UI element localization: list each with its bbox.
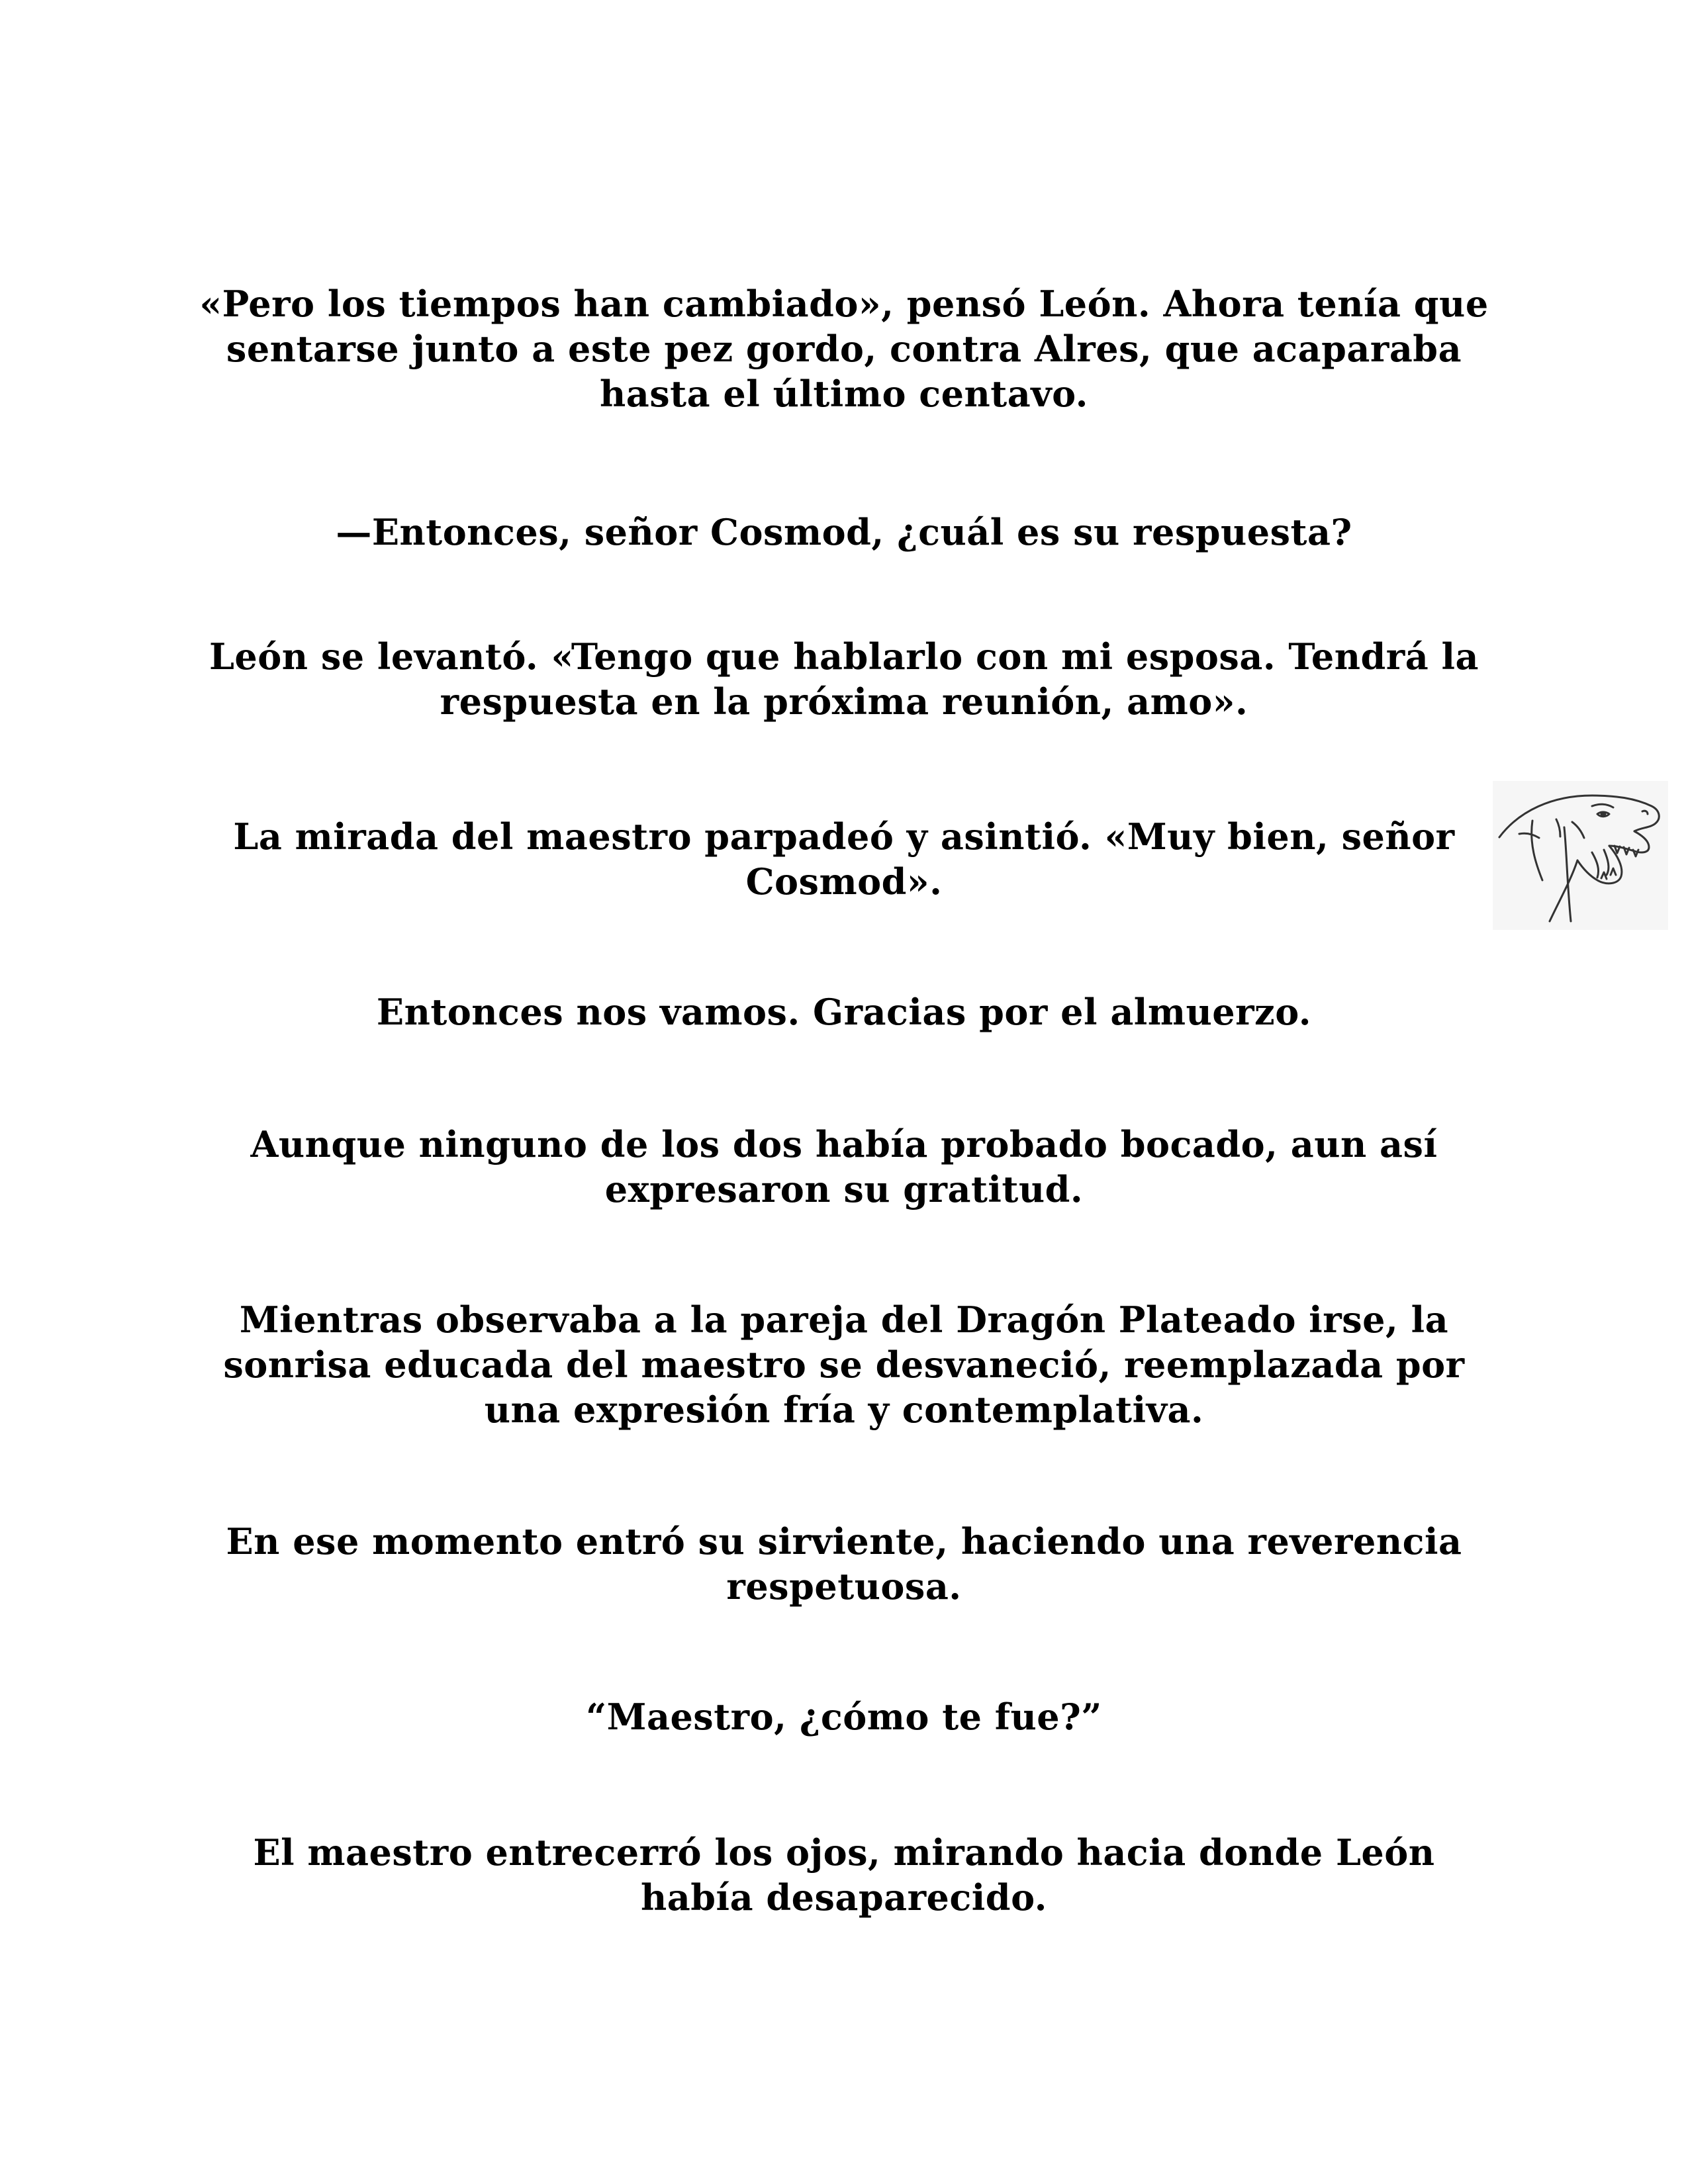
- dinosaur-head-sketch-icon: [1493, 781, 1668, 930]
- paragraph-5: Entonces nos vamos. Gracias por el almuerzo.: [376, 991, 1312, 1033]
- paragraph-10: El maestro entrecerró los ojos, mirando hacia donde León había desaparecido.: [253, 1831, 1435, 1919]
- paragraph-2: —Entonces, señor Cosmod, ¿cuál es su respuesta?: [336, 511, 1352, 553]
- paragraph-1: «Pero los tiempos han cambiado», pensó León. Ahora tenía que sentarse junto a este pez gordo, contra Alres, que acaparaba hasta el último centavo.: [199, 283, 1489, 415]
- paragraph-8: En ese momento entró su sirviente, haciendo una reverencia respetuosa.: [226, 1520, 1462, 1608]
- paragraph-3: León se levantó. «Tengo que hablarlo con mi esposa. Tendrá la respuesta en la próxima reunión, amo».: [209, 635, 1479, 723]
- paragraph-9: “Maestro, ¿cómo te fue?”: [586, 1696, 1102, 1738]
- paragraph-7: Mientras observaba a la pareja del Dragón Plateado irse, la sonrisa educada del maestro se desvaneció, reemplazada por una expresión fría y contemplativa.: [223, 1298, 1465, 1431]
- paragraph-4: La mirada del maestro parpadeó y asintió. «Muy bien, señor Cosmod».: [233, 815, 1455, 903]
- paragraph-6: Aunque ninguno de los dos había probado bocado, aun así expresaron su gratitud.: [250, 1123, 1438, 1210]
